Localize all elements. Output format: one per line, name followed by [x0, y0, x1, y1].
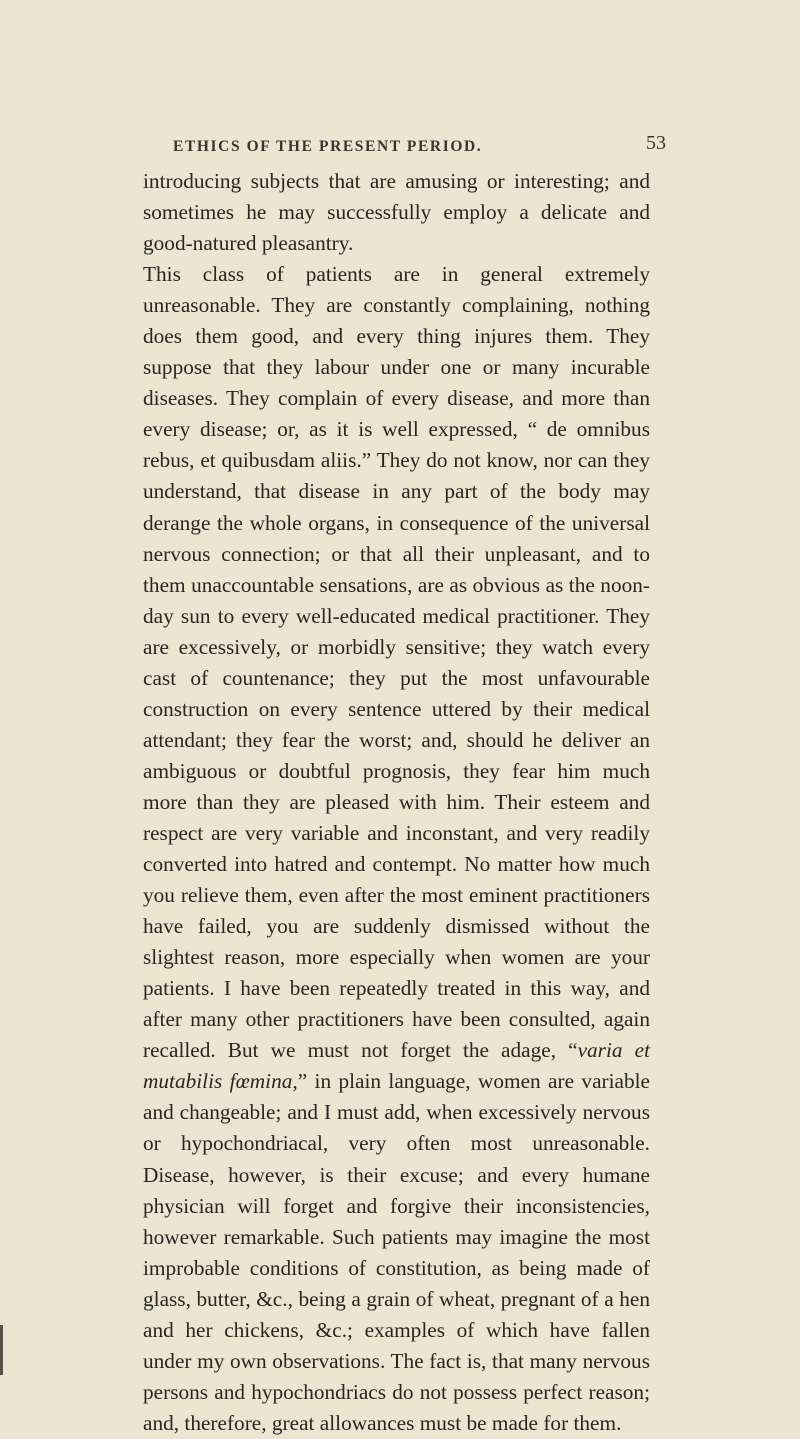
running-title: ETHICS OF THE PRESENT PERIOD.	[173, 138, 483, 155]
paragraph-patients	[143, 259, 650, 1439]
latin-quotation: varia et mutabilis fœmina,	[143, 1038, 650, 1094]
paragraph-continued: introducing subjects that are amusing or interesting; and sometimes he may successfully employ a delicate and good-natured pleasantry.	[143, 169, 650, 256]
scan-edge-mark	[0, 1325, 3, 1375]
page-number: 53	[646, 132, 666, 154]
body-text	[143, 166, 650, 1439]
paragraph-text-after: ” in plain language, women are variable and changeable; and I must add, when excessively nervous or hypochondriacal, very often most unreasonable. Disease, however, is their excuse; and every humane physician will forget and forgive their inconsistencies, however remarkable. Such patients may imagine the most improbable conditions of constitution, as being made of glass, butter, &c., being a grain of wheat, pregnant of a hen and her chickens, &c.; examples of which have fallen under my own observations. The fact is, that many nervous persons and hypochondriacs do not possess perfect reason; and, therefore, great allowances must be made for them.	[143, 1069, 650, 1435]
running-head	[143, 132, 666, 164]
paragraph-text-before: This class of patients are in general extremely unreasonable. They are constantly complaining, nothing does them good, and every thing injures them. They suppose that they labour under one or many incurable diseases. They complain of every disease, and more than every disease; or, as it is well expressed, “ de omnibus rebus, et quibusdam aliis.” They do not know, nor can they understand, that disease in any part of the body may derange the whole organs, in consequence of the universal nervous connection; or that all their unpleasant, and to them unaccountable sensations, are as obvious as the noon-day sun to every well-educated medical practitioner. They are excessively, or morbidly sensitive; they watch every cast of countenance; they put the most unfavourable construction on every sentence uttered by their medical attendant; they fear the worst; and, should he deliver an ambiguous or doubtful prognosis, they fear him much more than they are pleased with him. Their esteem and respect are very variable and inconstant, and very readily converted into hatred and contempt. No matter how much you relieve them, even after the most eminent practitioners have failed, you are suddenly dismissed without the slightest reason, more especially when women are your patients. I have been repeatedly treated in this way, and after many other practitioners have been consulted, again recalled. But we must not forget the adage, “	[143, 262, 650, 1063]
